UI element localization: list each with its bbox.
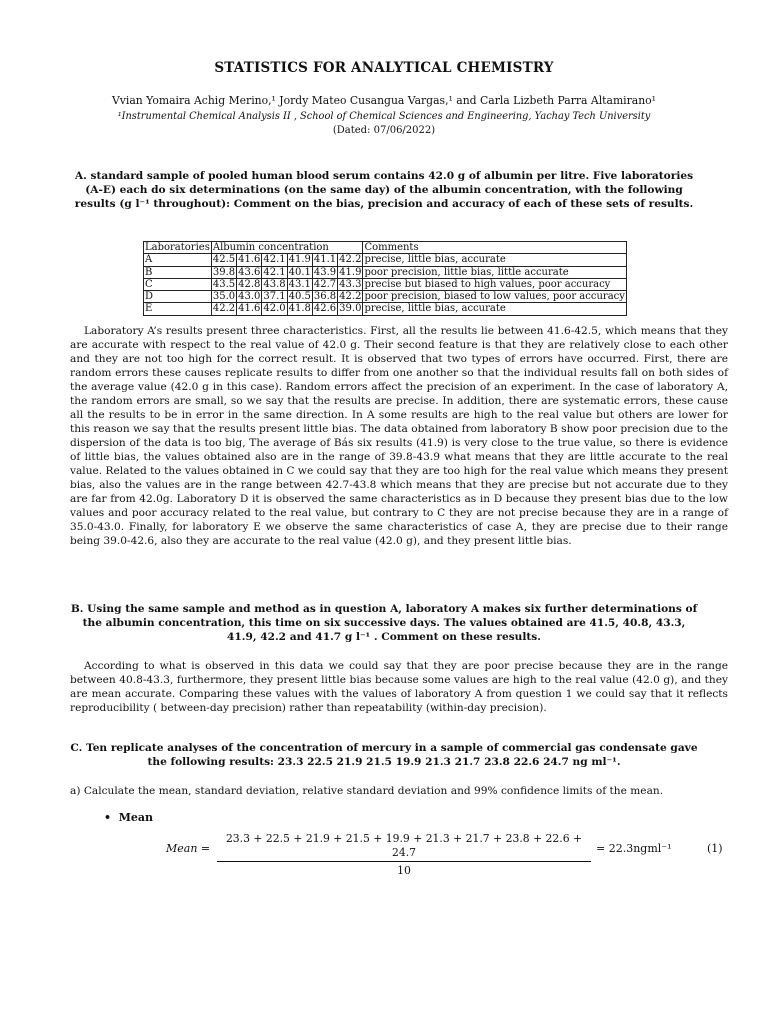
comment-cell: precise but biased to high values, poor accuracy [363, 278, 626, 290]
value-cell: 43.9 [313, 266, 337, 278]
value-cell: 43.0 [238, 291, 261, 303]
comment-cell: precise, little bias, accurate [363, 254, 626, 266]
value-cell: 39.8 [212, 266, 236, 278]
author-list: Vvian Yomaira Achig Merino,¹ Jordy Mateo Cusangua Vargas,¹ and Carla Lizbeth Parra Altamirano¹ [111, 94, 657, 107]
value-cell: 43.1 [288, 278, 311, 290]
answer-b-paragraph [70, 659, 728, 715]
value-cell: 42.1 [263, 266, 286, 278]
answer-a-paragraph [70, 324, 728, 548]
value-cell: 42.2 [212, 303, 236, 315]
value-cell: 42.2 [339, 291, 362, 303]
value-cell: 40.1 [288, 266, 311, 278]
header-comments: Comments [363, 242, 626, 254]
value-cell: 41.6 [238, 254, 261, 266]
value-cell: 42.6 [313, 303, 337, 315]
comment-cell: poor precision, little bias, little accurate [363, 266, 626, 278]
value-cell: 35.0 [212, 291, 236, 303]
table-header-row [144, 242, 627, 254]
header-laboratories: Laboratories [145, 242, 210, 253]
value-cell: 41.9 [288, 254, 311, 266]
header-albumin-concentration: Albumin concentration [211, 242, 363, 254]
equation-fraction [217, 832, 591, 878]
mean-bullet [104, 811, 153, 825]
value-cell: 41.8 [288, 303, 311, 315]
table-row [144, 254, 627, 266]
equation-denominator: 10 [397, 864, 411, 877]
albumin-results-table [143, 241, 627, 316]
question-a-heading: A. standard sample of pooled human blood serum contains 42.0 g of albumin per litre. Five laboratories (A-E) each do six determinations (on the same day) of the albumin concentration, with the following results (g l⁻¹ throughout): Comment on the bias, precision and accuracy of each of these sets of results. [74, 170, 694, 210]
table-row [144, 266, 627, 278]
lab-cell: A [144, 254, 212, 266]
value-cell: 42.2 [339, 254, 362, 266]
value-cell: 42.7 [313, 278, 337, 290]
value-cell: 43.5 [212, 278, 236, 290]
equation-numerator: 23.3 + 22.5 + 21.9 + 21.5 + 19.9 + 21.3 + 21.7 + 23.8 + 22.6 + 24.7 [217, 832, 591, 862]
bullet-dot: • [104, 811, 119, 824]
affiliation: ¹Instrumental Chemical Analysis II , School of Chemical Sciences and Engineering, Yachay Tech University [117, 111, 651, 122]
value-cell: 42.1 [263, 254, 286, 266]
value-cell: 41.6 [238, 303, 261, 315]
value-cell: 41.1 [313, 254, 337, 266]
value-cell: 42.5 [212, 254, 236, 266]
mean-equation [0, 832, 768, 877]
value-cell: 39.0 [339, 303, 362, 315]
question-b-heading: B. Using the same sample and method as in question A, laboratory A makes six further determinations of the albumin concentration, this time on six successive days. The values obtained are 41.5, 40.8, 43.3, 41.9, 42.2 and 41.7 g l⁻¹ . Comment on these results. [70, 603, 698, 643]
lab-cell: E [144, 303, 212, 315]
value-cell: 42.8 [238, 278, 261, 290]
value-cell: 43.8 [263, 278, 286, 290]
answer-a-text: Laboratory A’s results present three characteristics. First, all the results lie between 41.6-42.5, which means that they are accurate with respect to the real value of 42.0 g. Their second feature is that they are relatively close to each other and they are not too high for the correct result. It is observed that two types of errors have occurred. First, there are random errors these causes replicate results to differ from one another so that the individual results fall on both sides of the average value (42.0 g in this case). Random errors affect the precision of an experiment. In the case of laboratory A, the random errors are small, so we say that the results are precise. In addition, there are systematic errors, these cause all the results to be in error in the same direction. In A some results are high to the real value but others are lower for this reason we say that the results present little bias. The data obtained from laboratory B show poor precision due to the dispersion of the data is too big, The average of Bás six results (41.9) is very close to the true value, so there is evidence of little bias, the values obtained also are in the range of 39.8-43.9 what means that they are little accurate to the real value. Related to the values obtained in C we could say that they are too high for the real value which means they present bias, also the values are in the range between 42.7-43.8 which means that they are precise but not accurate due to they are far from 42.0g. Laboratory D it is observed the same characteristics as in D because they present bias due to the low values and poor accuracy related to the real value, but contrary to C they are not precise because they are in a range of 35.0-43.0. Finally, for laboratory E we observe the same characteristics of case A, they are precise due to their range being 39.0-42.6, also they are accurate to the real value (42.0 g), and they present little bias. [70, 325, 728, 547]
lab-cell: D [144, 291, 212, 303]
paper-title: STATISTICS FOR ANALYTICAL CHEMISTRY [214, 60, 554, 76]
date-line: (Dated: 07/06/2022) [332, 125, 436, 136]
answer-b-text: According to what is observed in this data we could say that they are poor precise because they are in the range between 40.8-43.3, furthermore, they present little bias because some values are high to the real value (42.0 g), and they are mean accurate. Comparing these values with the values of laboratory A from question 1 we could say that it reflects reproducibility ( between-day precision) rather than repeatability (within-day precision). [70, 660, 728, 714]
equation-rhs: = 22.3ngml⁻¹ [596, 842, 672, 855]
value-cell: 43.6 [238, 266, 261, 278]
lab-cell: C [144, 278, 212, 290]
mean-bullet-label: Mean [118, 811, 154, 824]
part-a-text: a) Calculate the mean, standard deviation, relative standard deviation and 99% confidence limits of the mean. [70, 785, 664, 797]
lab-cell: B [144, 266, 212, 278]
comment-cell: precise, little bias, accurate [363, 303, 626, 315]
equation-lhs: Mean = [166, 842, 211, 855]
value-cell: 41.9 [339, 266, 362, 278]
table-row [144, 278, 627, 290]
value-cell: 36.8 [313, 291, 337, 303]
value-cell: 42.0 [263, 303, 286, 315]
equation-number: (1) [707, 842, 723, 855]
table-row [144, 303, 627, 315]
value-cell: 37.1 [263, 291, 286, 303]
question-c-heading: C. Ten replicate analyses of the concentration of mercury in a sample of commercial gas condensate gave the following results: 23.3 22.5 21.9 21.5 19.9 21.3 21.7 23.8 22.6 24.7 ng ml⁻¹. [70, 742, 698, 768]
comment-cell: poor precision, biased to low values, poor accuracy [364, 291, 625, 303]
value-cell: 43.3 [339, 278, 362, 290]
value-cell: 40.5 [288, 291, 311, 303]
table-row [144, 291, 627, 303]
